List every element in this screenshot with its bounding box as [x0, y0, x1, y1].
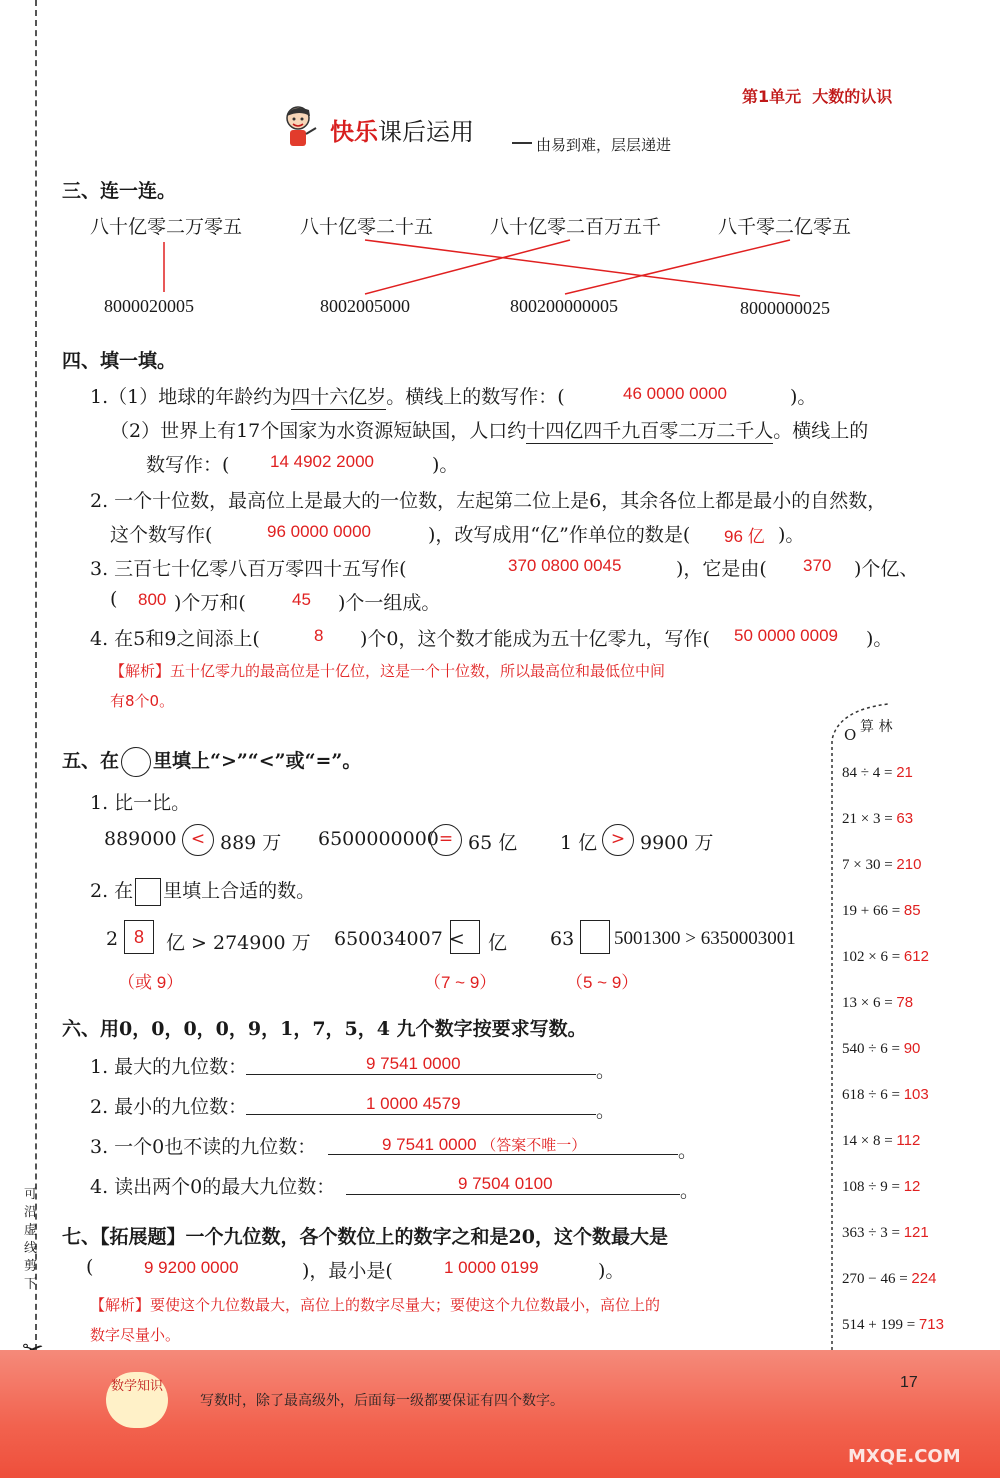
sidebar-question: 13 × 6 = — [842, 995, 893, 1011]
q6-4-period: 。 — [680, 1180, 700, 1202]
answer-q7-min: 1 0000 0199 — [444, 1258, 539, 1277]
sidebar-item — [842, 1132, 920, 1150]
sidebar-item — [842, 948, 929, 966]
sidebar-answer: 90 — [903, 1040, 921, 1057]
q4-3-line2-pre: ( — [110, 588, 118, 610]
match-line-2 — [365, 240, 800, 296]
match-word-4: 八千零二亿零五 — [718, 216, 852, 238]
answer-q6-3: 9 7541 0000 （答案不唯一） — [382, 1135, 587, 1154]
q4-2-line1: 2. 一个十位数，最高位上是最大的一位数，左起第二位上是6，其余各位上都是最小的自然数， — [90, 490, 887, 512]
sidebar-question: 108 ÷ 9 = — [842, 1179, 900, 1195]
q4-2-mid: )，改写成用“亿”作单位的数是( — [428, 524, 691, 546]
q6-1-period: 。 — [596, 1060, 616, 1082]
page-number: 17 — [900, 1374, 918, 1391]
sidebar-question: 14 × 8 = — [842, 1133, 893, 1149]
fill-3-pre: 63 — [550, 928, 575, 950]
answer-q4-1a: 46 0000 0000 — [623, 384, 727, 403]
q7-mid: )，最小是( — [302, 1260, 393, 1282]
sidebar-answer: 713 — [918, 1316, 944, 1333]
sidebar-title: 算 林 — [860, 719, 893, 735]
q4-1a-end: )。 — [790, 386, 817, 408]
q6-1-line — [246, 1074, 596, 1075]
q4-4-mid: )个0，这个数才能成为五十亿零九，写作( — [360, 628, 710, 650]
answer-q4-3c: 800 — [138, 590, 167, 609]
sidebar-item — [842, 1040, 920, 1058]
answer-q4-4: 8 — [314, 626, 324, 645]
sidebar-question: 84 ÷ 4 = — [842, 765, 893, 781]
q6-1: 1. 最大的九位数： — [90, 1056, 248, 1078]
q4-3-end: )个亿、 — [854, 558, 919, 580]
fill-3-box[interactable] — [580, 920, 610, 954]
match-word-1: 八十亿零二万零五 — [90, 216, 243, 238]
q7-note-1: 【解析】要使这个九位数最大，高位上的数字尽量大；要使这个九位数最小，高位上的 — [90, 1296, 661, 1314]
q4-1a: 1.（1）地球的年龄约为四十六亿岁。横线上的数写作：( — [90, 386, 565, 408]
q6-4-line — [346, 1194, 680, 1195]
q7-end: )。 — [598, 1260, 625, 1282]
match-word-3: 八十亿零二百万五千 — [490, 216, 662, 238]
cmp-3-right: 9900 万 — [640, 832, 714, 854]
fill-2-post: 亿 — [488, 932, 508, 954]
q4-2-end: )。 — [778, 524, 805, 546]
watermark: MXQE.COM — [848, 1446, 961, 1467]
section-3-title: 三、连一连。 — [62, 180, 177, 202]
section-4-title: 四、填一填。 — [62, 350, 177, 372]
q6-4: 4. 读出两个0的最大九位数： — [90, 1176, 336, 1198]
q4-1b-end: )。 — [432, 454, 459, 476]
cmp-3-left: 1 亿 — [560, 832, 598, 854]
sidebar-item — [842, 1270, 936, 1288]
fill-1-post: 亿 > 274900 万 — [166, 932, 311, 954]
sidebar-question: 363 ÷ 3 = — [842, 1225, 900, 1241]
sidebar-question: 270 − 46 = — [842, 1271, 908, 1287]
sidebar-question: 19 + 66 = — [842, 903, 901, 919]
match-number-1: 8000020005 — [104, 296, 194, 316]
fill-3-post: 5001300 > 6350003001 — [614, 928, 796, 949]
sidebar-border — [828, 700, 948, 1350]
cmp-2-circle[interactable]: = — [430, 824, 462, 856]
q6-3-period: 。 — [678, 1140, 698, 1162]
q4-4-note-2: 有8个0。 — [110, 692, 175, 710]
match-line-4 — [565, 240, 790, 294]
sidebar-question: 7 × 30 = — [842, 857, 893, 873]
q4-4-end: )。 — [866, 628, 893, 650]
fill-2-box[interactable] — [450, 920, 480, 954]
sidebar-answer: 12 — [903, 1178, 921, 1195]
q6-2-line — [246, 1114, 596, 1115]
q4-3-mid: )，它是由( — [676, 558, 767, 580]
sidebar-item — [842, 856, 921, 874]
answer-q6-2: 1 0000 4579 — [366, 1094, 461, 1113]
q4-1b-line2: 数写作：( — [146, 454, 230, 476]
q4-1b: （2）世界上有17个国家为水资源短缺国，人口约十四亿四千九百零二万二千人。横线上的 — [110, 420, 869, 442]
answer-q7-max: 9 9200 0000 — [144, 1258, 239, 1277]
sidebar-answer: 21 — [896, 764, 913, 781]
cmp-1-right: 889 万 — [220, 832, 282, 854]
q5-1-title: 1. 比一比。 — [90, 792, 191, 814]
answer-q6-4: 9 7504 0100 — [458, 1174, 553, 1193]
q4-2-line2: 这个数写作( — [110, 524, 213, 546]
fill-2-note: （7 ~ 9） — [424, 973, 497, 992]
sidebar-item — [842, 902, 921, 920]
fill-1-note: （或 9） — [118, 973, 184, 992]
sidebar-item — [842, 764, 913, 782]
q6-2: 2. 最小的九位数： — [90, 1096, 248, 1118]
answer-q4-3b: 370 — [803, 556, 832, 575]
section-5-title: 五、在 里填上“>”“<”或“=”。 — [62, 746, 361, 777]
match-line-3 — [365, 240, 570, 294]
sidebar-item — [842, 1086, 929, 1104]
answer-q4-2b: 96 亿 — [724, 527, 765, 546]
sidebar-answer: 103 — [903, 1086, 929, 1103]
sidebar-answer: 112 — [896, 1132, 921, 1149]
q4-4-note-1: 【解析】五十亿零九的最高位是十亿位，这是一个十位数，所以最高位和最低位中间 — [110, 662, 666, 680]
footer-tip: 写数时，除了最高级外，后面每一级都要保证有四个数字。 — [200, 1393, 564, 1409]
cmp-2-left: 6500000000 — [318, 828, 439, 850]
slogan: 由易到难，层层递进 — [536, 136, 672, 154]
section-6-title: 六、用0，0，0，0，9，1，7，5，4 九个数字按要求写数。 — [62, 1018, 587, 1040]
sidebar-item — [842, 1178, 920, 1196]
sidebar-answer: 121 — [903, 1224, 929, 1241]
answer-q4-3: 370 0800 0045 — [508, 556, 622, 575]
sidebar-answer: 224 — [911, 1270, 937, 1287]
match-number-2: 8002005000 — [320, 296, 410, 316]
square-placeholder-icon — [135, 878, 161, 906]
q5-2-title: 2. 在 里填上合适的数。 — [90, 876, 315, 906]
sidebar-circle-icon: O — [844, 726, 857, 744]
circle-placeholder-icon — [121, 747, 151, 777]
brand-title: 快乐课后运用 — [330, 118, 474, 146]
sidebar-answer: 78 — [896, 994, 914, 1011]
fill-3-note: （5 ~ 9） — [566, 973, 639, 992]
q6-3: 3. 一个0也不读的九位数： — [90, 1136, 317, 1158]
sidebar-question: 618 ÷ 6 = — [842, 1087, 900, 1103]
answer-q4-3d: 45 — [292, 590, 311, 609]
match-number-3: 800200000005 — [510, 296, 618, 316]
sidebar-item — [842, 810, 913, 828]
sidebar-question: 21 × 3 = — [842, 811, 893, 827]
match-word-2: 八十亿零二十五 — [300, 216, 434, 238]
q4-4: 4. 在5和9之间添上( — [90, 628, 260, 650]
q6-2-period: 。 — [596, 1100, 616, 1122]
sidebar-question: 102 × 6 = — [842, 949, 901, 965]
answer-q4-1b: 14 4902 2000 — [270, 452, 374, 471]
sidebar-item — [842, 994, 913, 1012]
match-lines — [0, 0, 1000, 340]
footer-badge: 数学知识 — [106, 1372, 168, 1428]
sidebar-answer: 210 — [896, 856, 922, 873]
cmp-1-left: 889000 — [104, 828, 177, 850]
cmp-3-circle[interactable]: > — [602, 824, 634, 856]
sidebar-answer: 612 — [903, 948, 929, 965]
cmp-1-circle[interactable]: < — [182, 824, 214, 856]
q7-note-2: 数字尽量小。 — [90, 1326, 181, 1344]
cut-hint: 可沿虚线剪下 — [24, 1187, 38, 1292]
fill-1-pre: 2 — [106, 928, 119, 950]
q4-3-line1: 3. 三百七十亿零八百万零四十五写作( — [90, 558, 407, 580]
answer-q4-4b: 50 0000 0009 — [734, 626, 838, 645]
q4-3-line2-end: )个一组成。 — [338, 592, 441, 614]
sidebar-item — [842, 1316, 944, 1334]
section-7-title: 七、【拓展题】一个九位数，各个数位上的数字之和是20，这个数最大是 — [62, 1226, 668, 1248]
sidebar-answer: 63 — [896, 810, 914, 827]
sidebar-question: 540 ÷ 6 = — [842, 1041, 900, 1057]
answer-q6-1: 9 7541 0000 — [366, 1054, 461, 1073]
match-number-4: 8000000025 — [740, 298, 830, 318]
q4-3-line2-mid: )个万和( — [174, 592, 246, 614]
fill-2-pre: 650034007 < — [334, 928, 465, 950]
cmp-2-right: 65 亿 — [468, 832, 518, 854]
q7-pre: ( — [86, 1256, 94, 1278]
fill-1-box[interactable]: 8 — [124, 920, 154, 954]
sidebar-answer: 85 — [903, 902, 921, 919]
unit-label: 第1单元 大数的认识 — [742, 87, 893, 106]
sidebar-question: 514 + 199 = — [842, 1317, 916, 1333]
answer-q4-2: 96 0000 0000 — [267, 522, 371, 541]
sidebar-item — [842, 1224, 929, 1242]
